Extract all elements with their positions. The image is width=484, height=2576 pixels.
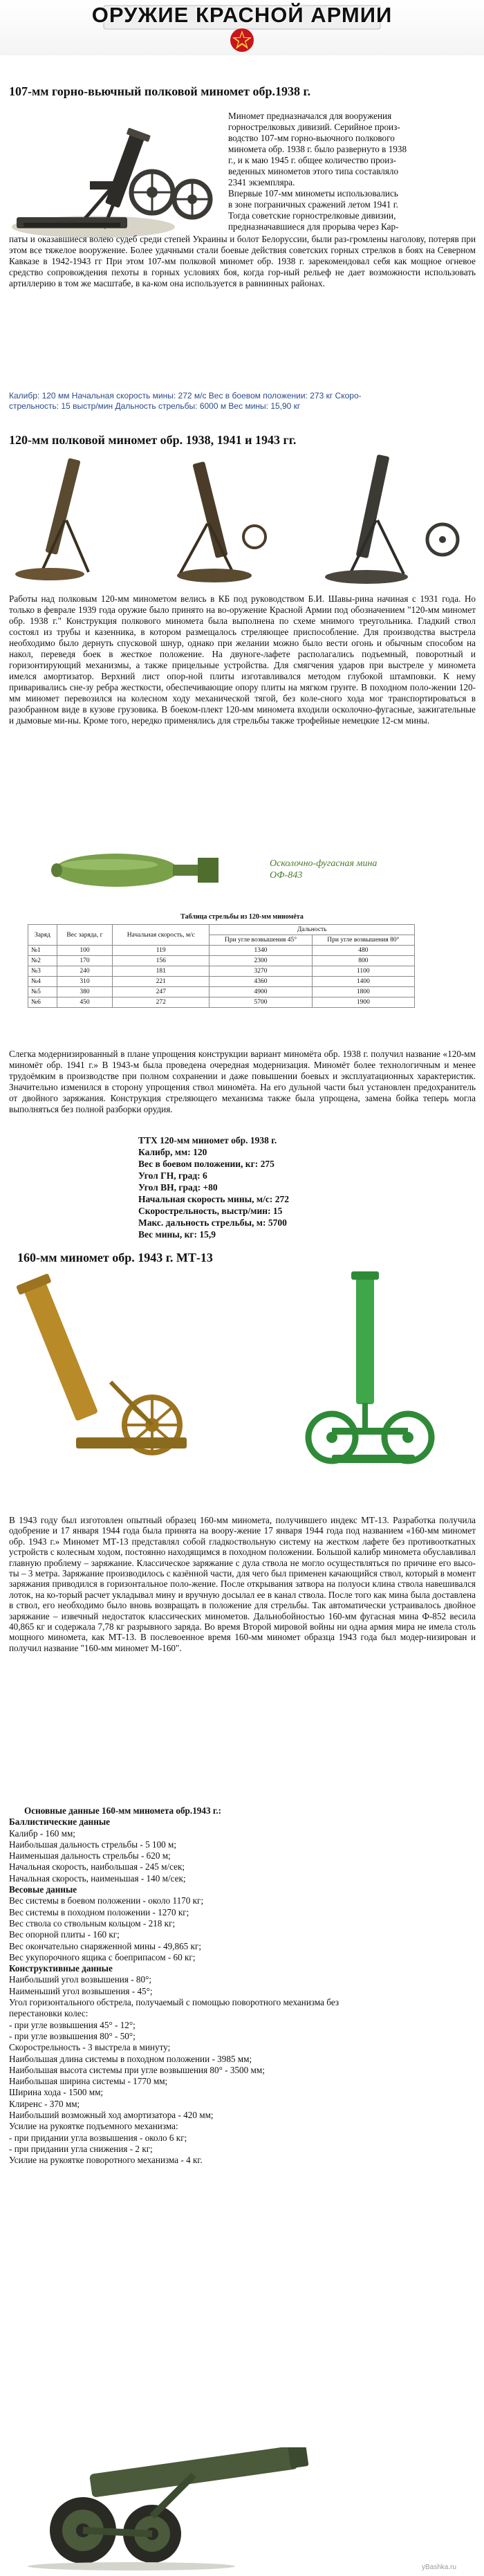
tth-line: Угол ГН, град: 6 [138,1170,207,1181]
list-item: Наибольший угол возвышения - 80°; [9,1974,152,1985]
col-header-range45: При угле возвышения 45° [210,935,312,946]
list-item: Наибольшая ширина системы - 1770 мм; [9,2076,168,2087]
shell-caption [270,858,408,881]
table-row [28,987,415,997]
shell-caption-code: ОФ-843 [270,870,303,881]
table-cell: 4360 [210,977,312,987]
firing-table-title: Таблица стрельбы из 120-мм миномёта [180,913,304,921]
list-item: Вес окончательно снаряженной мины - 49,865 кг; [9,1940,202,1951]
mortar-160mm-brass-image [16,1273,187,1453]
specs-group-heading: Конструктивные данные [9,1963,113,1974]
table-cell: 272 [113,997,210,1008]
list-item: - при угле возвышения 45° - 12°; [9,2019,136,2030]
firing-table [28,924,415,1008]
list-item: - при угле возвышения 80° - 50°; [9,2030,136,2041]
list-item: - при придании угла снижения - 2 кг; [9,2143,153,2154]
list-item: Усилие на рукоятке поворотного механизма - 4 кг. [9,2155,203,2166]
table-cell: №5 [28,987,57,997]
tth-line: Вес мины, кг: 15,9 [138,1229,216,1240]
table-cell: №4 [28,977,57,987]
tth-line: Угол ВН, град: +80 [138,1182,218,1193]
specs-list-title: Основные данные 160-мм миномета обр.1943 г.: [24,1805,222,1816]
list-item: Вес опорной плиты - 160 кг; [9,1929,120,1940]
list-item: Ширина хода - 1500 мм; [9,2087,104,2098]
specs-group-heading: Весовые данные [9,1884,77,1895]
table-cell: 181 [113,966,210,977]
table-cell: 480 [312,946,414,956]
list-item: Вес системы в боевом положении - около 1170 кг; [9,1895,204,1906]
list-item: Начальная скорость, наибольшая - 245 м/сек; [9,1861,185,1873]
table-cell: 2300 [210,956,312,966]
table-cell: 5700 [210,997,312,1008]
table-cell: 221 [113,977,210,987]
table-cell: 170 [57,956,112,966]
table-cell: 1800 [312,987,414,997]
section2-title: 120-мм полковой миномет обр. 1938, 1941 и 1943 гг. [9,433,297,447]
list-item: Наименьшая дальность стрельбы - 620 м; [9,1850,171,1861]
specs-group-heading: Баллистические данные [9,1816,111,1828]
list-item: перестановки колес: [9,2008,89,2019]
tth-line: Вес в боевом положении, кг: 275 [138,1159,274,1169]
table-row [28,966,415,977]
table-cell: 156 [113,956,210,966]
table-cell: 240 [57,966,112,977]
mortar-160mm-towed-image [14,2447,318,2572]
mortar-120mm-1943-image [325,454,458,584]
tth-line: Макс. дальность стрельбы, м: 5700 [138,1217,287,1228]
section1-line: предназначавшиеся для прорыва через Кар- [228,221,399,232]
shell-of-843-image [41,849,221,891]
list-item: Вес системы в походном положении - 1270 кг; [9,1906,189,1917]
mortar-120mm-images [7,451,477,589]
section1-specs [9,391,476,412]
list-item: Усилие на рукоятке подъемного механизма: [9,2121,178,2132]
table-cell: 100 [57,946,112,956]
table-cell: №3 [28,966,57,977]
tth-120mm [138,1134,401,1240]
section1-line: Впервые 107-мм минометы использовались [228,188,398,199]
firing-table-body [28,946,415,1008]
table-cell: №2 [28,956,57,966]
tth-title: ТТХ 120-мм миномет обр. 1938 г. [138,1135,277,1146]
section1-line: в зоне пограничных сражений летом 1941 г. [228,199,398,210]
section1-line: г., и к маю 1945 г. общее количество произ- [228,155,396,165]
list-item: - при придании угла возвышения - около 6 кг; [9,2132,187,2143]
table-row [28,997,415,1008]
col-header-range: Дальность [210,925,415,935]
list-item: Наименьший угол возвышения - 45°; [9,1985,153,1996]
col-header-speed: Начальная скорость, м/с [113,925,210,946]
table-cell: 450 [57,997,112,1008]
table-cell: 800 [312,956,414,966]
table-cell: 119 [113,946,210,956]
list-item: Клиренс - 370 мм; [9,2098,80,2109]
list-item: Скорострельность - 3 выстрела в минуту; [9,2042,171,2053]
tth-line: Скорострельность, выстр/мин: 15 [138,1206,283,1216]
table-cell: 1340 [210,946,312,956]
mortar-160mm-images [7,1271,477,1472]
table-cell: 3270 [210,966,312,977]
mortar-160mm-green-image [308,1271,431,1463]
banner-title: ОРУЖИЕ КРАСНОЙ АРМИИ [91,3,393,27]
tth-line: Калибр, мм: 120 [138,1147,207,1157]
watermark: yBashka.ru [422,2564,457,2571]
list-item: Калибр - 160 мм; [9,1828,75,1839]
table-row [28,977,415,987]
section1-line: горнострелковых дивизий. Серийное произ- [228,122,400,132]
table-cell: 380 [57,987,112,997]
specs-list [9,1816,479,2166]
section1-body: паты и оказавшиеся волею судеб среди степей Украины и болот Белоруссии, были раз-громлены наголову, потеряв при этом все тяжелое вооружение. Более удачными стали боевые действия советских горных стрелков в боях на Северном Кавказе в 1942-1943 гг При этом 107-мм полковой миномет обр. 1938 г. зарекомендовал себя как мощное огневое средство сопровождения пехоты в горных условиях боя, когда гор-ный рельеф не дает возможности использовать артиллерию в том же масштабе, в ка-ком она используется в равнинных районах. [9,234,476,288]
table-cell: 310 [57,977,112,987]
section3-title: 160-мм миномет обр. 1943 г. МТ-13 [17,1251,213,1264]
col-header-charge: Заряд [28,925,57,946]
table-cell: №1 [28,946,57,956]
section1-line: миномета обр. 1938 г. было развернуто в 1938 [228,144,407,154]
shell-caption-line: Осколочно-фугасная мина [270,858,378,869]
section2-body2: Слегка модернизированный в плане упрощения конструкции вариант миномёта обр. 1938 г. получил название «120-мм миномёт обр. 1941 г.» В 1943-м была проведена очередная модернизация. Миномёт более технологичным и менее трудоёмким в производстве при полном сохранении и даже повышении боевых и эксплуатационных характеристик. Значительно изменился в сторону упрощения ствол миномёта. На его дульной части был установлен предохранитель от двойного заряжания. Конструкция стреляющего механизма также была упрощена, замена бойка теперь могла выполняться без полной разборки орудия. [9,1049,476,1114]
list-item: Вес укупорочного ящика с боеприпасом - 60 кг; [9,1951,196,1962]
section1-line: веденных минометов этого типа составляло [228,166,399,176]
tth-line: Начальная скорость мины, м/с: 272 [138,1194,289,1204]
list-item: Начальная скорость, наименьшая - 140 м/сек; [9,1873,186,1884]
col-header-weight: Вес заряда, г [57,925,112,946]
specs-line: стрельность: 15 выстр/мин Дальность стрельбы: 6000 м Вес мины: 15,90 кг [9,401,301,411]
mortar-160mm-specs [9,1805,479,2166]
section1-side-text [228,111,477,232]
section1-line: Миномет предназначался для вооружения [228,111,392,121]
table-cell: 247 [113,987,210,997]
table-cell: 1400 [312,977,414,987]
section3-body: В 1943 году был изготовлен опытный образец 160-мм миномета, получившего индекс МТ-13. Разработка получила одобрение и 17 января 1944 года была принята на воору-жение 17 января 1944 года под названием «160-мм миномет обр. 1943 г.» Миномет МТ-13 представлял собой гладкоствольную систему на жестком лафете без противооткатных устройств с колесным ходом, постоянно находящимся в походном положении. Большой калибр миномета обуславливал главную проблему – заряжание. Классическое заряжание с дула ствола не могло осуществляться по причине его высо-ты – 3 метра. Заряжание производилось с казённой части, для чего был применен качающийся ствол, который в момент заряжания приводился в горизонтальное поло-жение. После открывания затвора на полуоси клина ствола навешивался лоток, на ко-торый расчет укладывал мину и вручную досылал ее в канал ствола. После того как мина была доставлена в ствол, его необходимо было вновь возвращать в положение для стрельбы. Так автоматически устраивалось двойное заряжание – извечный недостаток классических минометов. Дальнобойностью 160-мм фугасная мина Ф-852 весила 40,865 кг и содержала 7,78 кг разрывного заряда. Во время Второй мировой войны ни одна армия мира не имела столь мощного миномета, как МТ-13. В послевоенное время 160-мм миномет образца 1943 года был модер-низирован и получил название "160-мм миномет М-160". [9,1515,476,1653]
table-row [28,956,415,966]
section1-title: 107-мм горно-вьючный полковой миномет обр.1938 г. [9,84,311,98]
list-item: Угол горизонтального обстрела, получаемый с помощью поворотного механизма без [9,1997,339,2008]
list-item: Наибольший возможный ход амортизатора - 420 мм; [9,2110,214,2121]
table-cell: №6 [28,997,57,1008]
mortar-120mm-1941-image [177,461,266,582]
table-row [28,946,415,956]
section1-line: Тогда советские горнострелковые дивизии, [228,210,396,221]
list-item: Наибольшая высота системы при угле возвышения 80° - 3500 мм; [9,2064,265,2075]
list-item: Наибольшая дальность стрельбы - 5 100 м; [9,1839,177,1850]
mortar-120mm-1938-image [15,458,89,580]
list-item: Наибольшая длина системы в походном положении - 3985 мм; [9,2053,252,2064]
table-cell: 1900 [312,997,414,1008]
list-item: Вес ствола со ствольным кольцом - 218 кг; [9,1917,176,1929]
section1-line: 2341 экземпляра. [228,177,295,187]
col-header-range80: При угле возвышения 80° [312,935,414,946]
table-cell: 4900 [210,987,312,997]
specs-line: Калибр: 120 мм Начальная скорость мины: 272 м/с Вес в боевом положении: 273 кг Скоро- [9,391,362,401]
section1-line: водство 107-мм горно-вьючного полкового [228,133,395,143]
section2-body: Работы над полковым 120-мм минометом велись в КБ под руководством Б.И. Шавы-рина начиная с 1931 года. Но только в феврале 1939 года оружие было принято на во-оружение Красной Армии под обозначением "120-мм миномет обр. 1938 г." Конструкция полкового миномета была выполнена по схеме мнимого треугольника. Гладкий ствол состоял из трубы и казенника, в котором размещалось стреляющее приспособление. Для производства выстрела необходимо было дернуть спусковой шнур, однако при желании можно было вести огонь и обычным способом на накол, переведя боек в жесткое положение. На двуноге-лафете располагались подъемный, поворотный и горизонтирующий механизмы, а также прицельные устройства. Для смягчения ударов при выстреле у миномета имелся амортизатор. Верхний лист опор-ной плиты изготавливался методом глубокой штамповки. К нему приваривались сне-зу ребра жесткости, обеспечивающие опору плиты на мягком грунте. В походном поло-жении 120-мм миномет перевозился на колесном ходу механической тягой, без коле-сного хода мог транспортироваться в разобранном виде в кузове грузовика. В боеком-плект 120-мм миномета входили осколочно-фугасные, зажигательные и дымовые ми-ны. Кроме того, нередко применялись для стрельбы также трофейные немецкие 12-см мины. [9,594,476,726]
red-star-icon [230,28,254,53]
table-cell: 1100 [312,966,414,977]
mortar-107mm-image [7,104,230,246]
